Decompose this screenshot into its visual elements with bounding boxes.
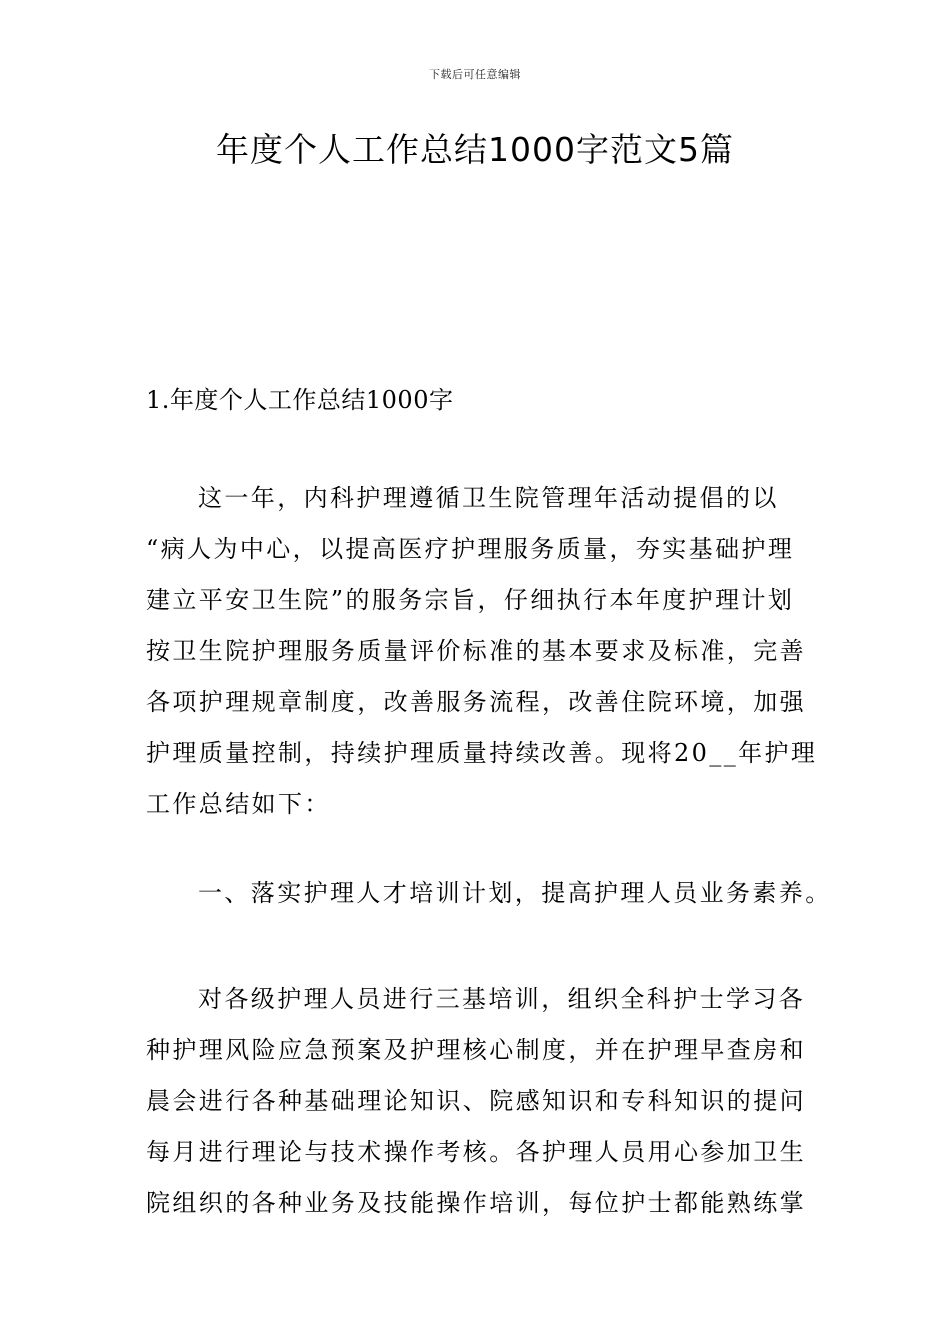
- paragraph-line: 晨会进行各种基础理论知识、院感知识和专科知识的提问: [146, 1087, 806, 1115]
- paragraph-line: 每月进行理论与技术操作考核。各护理人员用心参加卫生: [146, 1138, 806, 1166]
- paragraph-line: 护理质量控制，持续护理质量持续改善。现将20__年护理: [146, 739, 818, 767]
- section-heading: 1.年度个人工作总结1000字: [146, 386, 454, 414]
- paragraph-line: 按卫生院护理服务质量评价标准的基本要求及标准，完善: [146, 637, 806, 665]
- paragraph-line: 这一年，内科护理遵循卫生院管理年活动提倡的以: [198, 484, 779, 512]
- paragraph-1: [146, 473, 818, 830]
- document-title: 年度个人工作总结1000字范文5篇: [216, 130, 734, 169]
- paragraph-line: 种护理风险应急预案及护理核心制度，并在护理早查房和: [146, 1036, 806, 1064]
- sub-heading: 一、落实护理人才培训计划，提高护理人员业务素养。: [198, 879, 832, 907]
- paragraph-line: 各项护理规章制度，改善服务流程，改善住院环境，加强: [146, 688, 806, 716]
- paragraph-2: [146, 974, 812, 1229]
- paragraph-line: 工作总结如下：: [146, 790, 331, 818]
- paragraph-line: 对各级护理人员进行三基培训，组织全科护士学习各: [198, 985, 806, 1013]
- paragraph-line: “病人为中心，以提高医疗护理服务质量，夯实基础护理: [146, 535, 795, 563]
- paragraph-line: 院组织的各种业务及技能操作培训，每位护士都能熟练掌: [146, 1189, 806, 1217]
- header-note: 下载后可任意编辑: [429, 68, 521, 81]
- paragraph-line: 建立平安卫生院”的服务宗旨，仔细执行本年度护理计划: [146, 586, 795, 614]
